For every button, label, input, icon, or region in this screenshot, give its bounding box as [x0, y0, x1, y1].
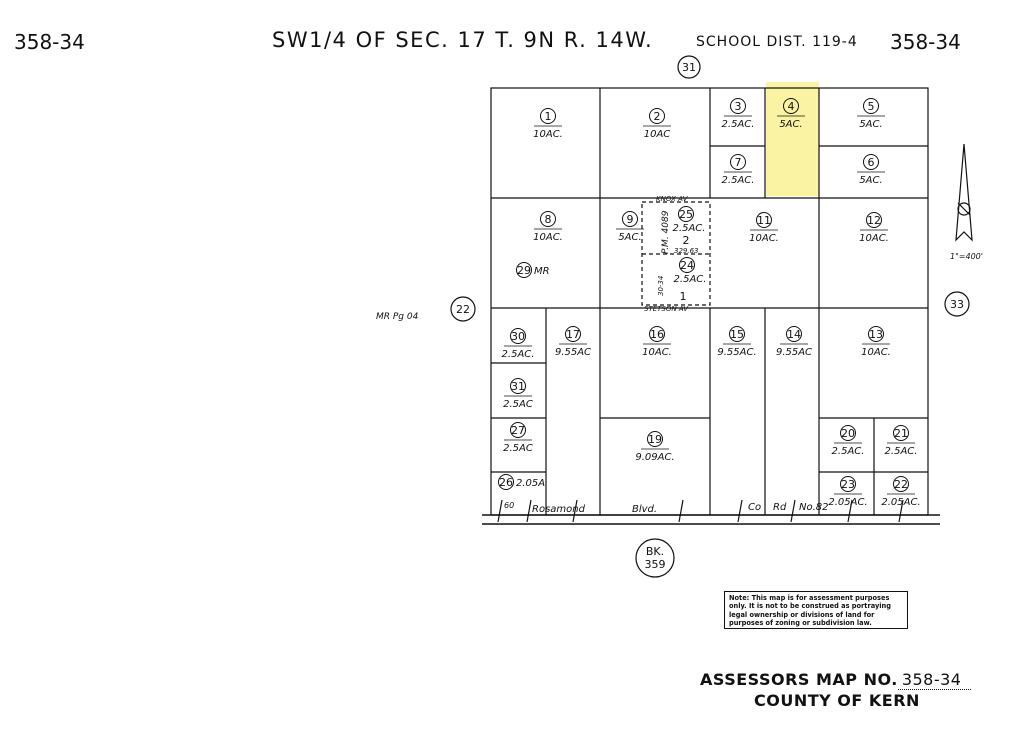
parcel-27 — [503, 423, 533, 455]
parcel-number: 3 — [734, 100, 742, 113]
parcel-acreage: 2.5AC. — [721, 119, 755, 130]
parcel-number: 11 — [757, 214, 771, 227]
parcel-6 — [857, 155, 885, 187]
adjacent-book-number: 359 — [644, 558, 666, 571]
parcel-acreage: MR — [534, 266, 550, 277]
parcel-map-dimension: 329.63 — [674, 247, 699, 255]
parcel-acreage: 9.55AC — [775, 347, 813, 358]
parcel-29 — [517, 263, 550, 278]
parcel-14 — [776, 327, 812, 359]
west-note: MR Pg 04 — [376, 312, 419, 322]
parcel-number: 21 — [894, 427, 908, 440]
school-district-label: SCHOOL DIST. 119-4 — [696, 34, 858, 50]
parcel-number: 26 — [499, 476, 513, 489]
map-number-value: 358-34 — [898, 670, 972, 690]
parcel-23 — [828, 477, 867, 509]
scale-label: 1"=400' — [950, 252, 983, 261]
parcel-acreage: 2.05A — [516, 478, 546, 489]
adjacent-map-west-label: 22 — [456, 303, 470, 316]
parcel-number: 23 — [841, 478, 855, 491]
adjacent-book-label: BK. — [645, 545, 665, 558]
parcel-acreage: 9.55AC — [554, 347, 592, 358]
adjacent-map-north-label: 31 — [682, 61, 696, 74]
parcel-acreage: 2.05AC. — [828, 497, 868, 508]
parcel-acreage: 5AC. — [618, 232, 642, 243]
parcel-31 — [503, 379, 533, 411]
parcel-acreage: 2.05AC. — [881, 497, 921, 508]
parcel-number: 17 — [566, 328, 580, 341]
parcel-number: 2 — [653, 110, 661, 123]
assessors-map-label: ASSESSORS MAP NO. — [700, 670, 898, 689]
street-stetson: STETSON AV — [644, 305, 689, 313]
road-label-2: Blvd. — [632, 504, 658, 515]
parcel-map-pages: 30-34 — [657, 275, 665, 296]
parcel-15 — [717, 327, 756, 359]
parcel-11 — [749, 213, 779, 245]
parcel-number: 15 — [730, 328, 744, 341]
parcel-number: 27 — [511, 424, 525, 437]
parcel-number: 20 — [841, 427, 855, 440]
parcel-21 — [885, 426, 918, 458]
parcel-2 — [643, 109, 671, 141]
parcel-acreage: 10AC. — [749, 233, 779, 244]
parcel-number: 19 — [648, 433, 662, 446]
parcel-acreage: 10AC — [643, 129, 671, 140]
parcel-acreage: 10AC. — [859, 233, 889, 244]
road-label-5: No.82 — [799, 502, 829, 513]
parcel-30 — [502, 329, 535, 361]
parcel-acreage: 2.5AC. — [501, 349, 535, 360]
parcel-number: 7 — [734, 156, 742, 169]
parcel-acreage: 5AC. — [859, 175, 883, 186]
assessors-map-number — [700, 670, 971, 689]
parcel-1 — [533, 109, 563, 141]
parcel-number: 14 — [787, 328, 801, 341]
parcel-acreage: 2.5AC. — [831, 446, 865, 457]
parcel-number: 5 — [867, 100, 875, 113]
parcel-20 — [832, 426, 865, 458]
road-label-4: Rd — [773, 502, 787, 513]
map-code-right: 358-34 — [890, 30, 961, 54]
street-knox: KNOX AV — [656, 195, 688, 203]
parcel-25 — [673, 207, 706, 235]
parcel-5 — [857, 99, 885, 131]
parcel-acreage: 2.5AC. — [721, 175, 755, 186]
parcel-7 — [722, 155, 755, 187]
parcel-acreage: 9.55AC. — [717, 347, 757, 358]
adjacent-map-east-label: 33 — [950, 298, 964, 311]
disclaimer-note: Note: This map is for assessment purposes only. It is not to be construed as portraying legal ownership or divisions of land for purposes of zoning or subdivision law. — [724, 591, 908, 629]
parcel-acreage: 9.09AC. — [635, 452, 675, 463]
parcel-number: 30 — [511, 330, 525, 343]
road-width: 60 — [504, 501, 515, 510]
map-code-left: 358-34 — [14, 30, 85, 54]
parcel-acreage: 5AC. — [859, 119, 883, 130]
parcel-number: 25 — [679, 208, 693, 221]
parcel-8 — [533, 212, 563, 244]
parcel-acreage: 10AC. — [642, 347, 672, 358]
north-arrow-icon — [956, 144, 972, 240]
parcel-9 — [616, 212, 644, 244]
parcel-acreage: 10AC. — [533, 129, 563, 140]
parcel-acreage: 5AC. — [779, 119, 803, 130]
parcel-number: 24 — [680, 259, 694, 272]
parcel-number: 29 — [517, 264, 531, 277]
parcel-number: 13 — [869, 328, 883, 341]
parcel-map-book: P.M. 4089 — [661, 210, 671, 254]
parcel-16 — [642, 327, 672, 359]
parcel-17 — [555, 327, 591, 359]
parcel-26 — [499, 475, 546, 490]
parcel-acreage: 10AC. — [861, 347, 891, 358]
parcel-3 — [722, 99, 755, 131]
parcel-map-lot1: 1 — [679, 290, 687, 303]
parcel-acreage: 2.5AC. — [884, 446, 918, 457]
parcel-number: 8 — [544, 213, 552, 226]
parcel-acreage: 2.5AC. — [673, 274, 707, 285]
parcel-acreage: 2.5AC — [503, 443, 533, 454]
parcel-13 — [861, 327, 891, 359]
road-label-1: Rosamond — [532, 504, 585, 515]
parcel-number: 1 — [544, 110, 552, 123]
parcel-number: 6 — [867, 156, 875, 169]
parcel-number: 22 — [894, 478, 908, 491]
parcel-acreage: 10AC. — [533, 232, 563, 243]
parcel-number: 12 — [867, 214, 881, 227]
parcel-acreage: 2.5AC. — [672, 223, 706, 234]
parcel-number: 4 — [787, 100, 795, 113]
parcel-12 — [859, 213, 889, 245]
parcel-map-lot2: 2 — [682, 234, 690, 247]
parcel-19 — [635, 432, 674, 464]
parcel-number: 31 — [511, 380, 525, 393]
parcel-number: 9 — [626, 213, 634, 226]
map-title: SW1/4 OF SEC. 17 T. 9N R. 14W. — [272, 28, 654, 52]
parcel-number: 16 — [650, 328, 664, 341]
parcel-acreage: 2.5AC — [503, 399, 533, 410]
parcel-24 — [674, 258, 707, 286]
county-label: COUNTY OF KERN — [754, 691, 920, 710]
parcel-22 — [881, 477, 920, 509]
road-label-3: Co — [748, 502, 762, 513]
